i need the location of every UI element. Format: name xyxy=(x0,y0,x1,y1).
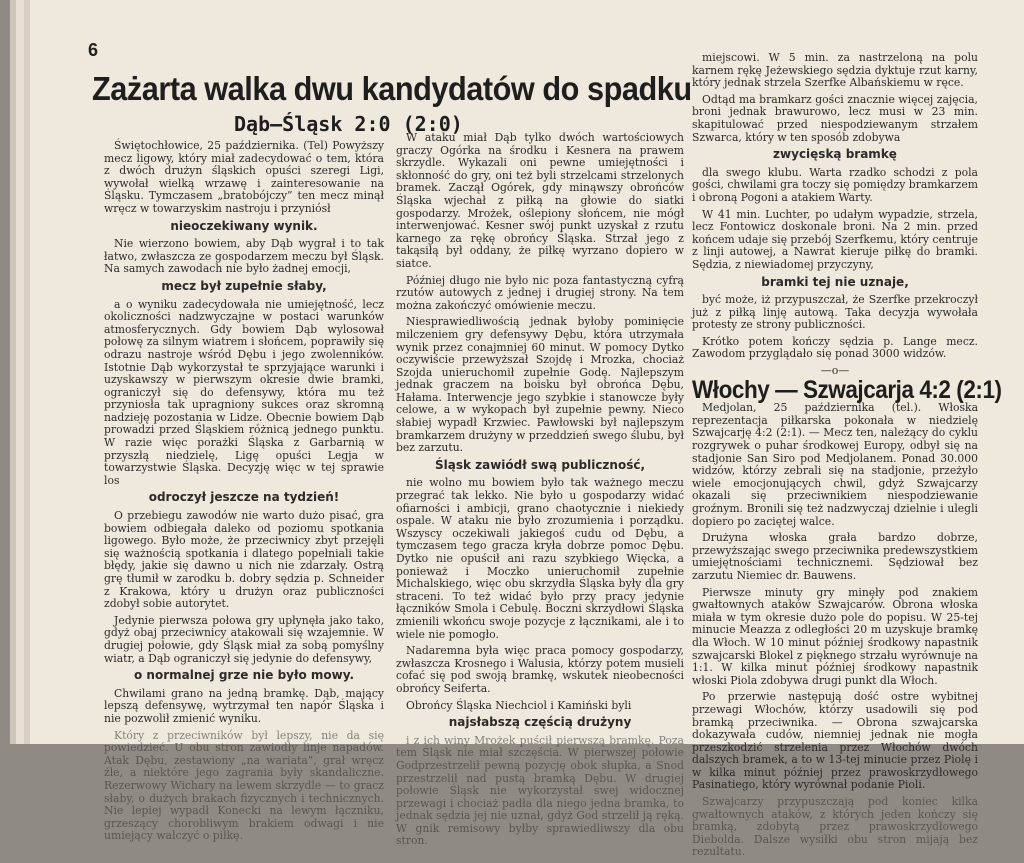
second-article-headline: Włochy — Szwajcarja 4:2 (2:1) xyxy=(692,375,1002,404)
paragraph: Później długo nie było nic poza fantastyczną cyfrą rzutów autowych z jednej i drugiej strony. Na tem można zakończyć omówienie meczu. xyxy=(396,273,684,312)
paragraph: a o wyniku zadecydowała nie umiejętność, lecz okoliczności nadzwyczajne w postaci warunków atmosferycznych. Gdy bowiem Dąb wylosował połowę za silnym wiatrem i słońcem, poprawiły się odrazu nastroje wśród Dębu i jego zwolenników. Istotnie Dąb wykorzystał te sprzyjające warunki i uzyskawszy w pierwszym okresie dwie bramki, ograniczył się do defensywy, która mu też przyniosła tak upragniony sukces oraz skromną nadzieję pozostania w Lidze. Obecnie bowiem Dąb prowadzi przed Śląskiem różnicą jednego punktu. W razie więc porażki Śląska z Garbarnią w przyszłą niedzielę, Ligę opuści Legja w towarzystwie Śląska. Decyzję więc w tej sprawie los xyxy=(104,297,384,487)
paragraph: Chwilami grano na jedną bramkę. Dąb, mający lepszą defensywę, wytrzymał ten napór Śląska i nie pozwolił zmienić wyniku. xyxy=(104,686,384,725)
subheading: zwycięską bramkę xyxy=(773,147,897,162)
paragraph: Pierwsze minuty gry minęły pod znakiem gwałtownych ataków Szwajcarów. Obrona włoska miała w tym okresie dużo pole do popisu. W 25-tej minucie Meazza z odległości 20 m uzyskuje bramkę dla Włoch. W 10 minut później środkowy napastnik szwajcarski Blokel z pięknego strzału wyrównuje na 1:1. W kilka minut później środkowy napastnik włoski Piola zdobywa drugi punkt dla Włoch. xyxy=(692,585,978,687)
match-score-subheadline: Dąb—Śląsk 2:0 (2:0) xyxy=(234,112,463,136)
paragraph: Po przerwie następują dość ostre wybitnej przewagi Włochów, którzy usadowili się pod bramką przeciwnika. — Obrona szwajcarska dokazywała cudów, niemniej jednak nie mogła przeszkodzić strzelenia przez Włochów dwóch dalszych bramek, a to w 13-tej minucie przez Piolę i w kilka minut później przez prawoskrzydłowego Pasinatiego, który wyrównał podanie Pioli. xyxy=(692,690,978,792)
paragraph: dla swego klubu. Warta rzadko schodzi z pola gości, chwilami gra toczy się pomiędzy bramkarzem i obroną Pogoni a atakiem Warty. xyxy=(692,165,978,204)
paragraph: być może, iż przypuszczał, że Szerfke przekroczył już z piłką linję autową. Taka decyzja wywołała protesty ze strony publiczności. xyxy=(692,293,978,332)
paragraph: Odtąd ma bramkarz gości znacznie więcej zajęcia, broni jednak brawurowo, lecz musi w 23 min. skapitulować przed niespodziewanym strzałem Szwarca, który w ten sposób zdobywa xyxy=(692,92,978,144)
subheading: o normalnej grze nie było mowy. xyxy=(134,668,354,683)
article-column-3 xyxy=(692,51,1002,863)
paragraph: W ataku miał Dąb tylko dwóch wartościowych graczy Ogórka na środku i Kesnera na prawem skrzydle. Wykazali oni pewne umiejętności i skłonność do gry, oni też byli strzelcami strzelonych bramek. Zaczął Ogórek, gdy minąwszy obrońców Śląska wjechał z piłką na głowie do siatki gospodarzy. Mrożek, oślepiony słońcem, nie mógł interwenjować. Kesner swój punkt uzyskał z rzutu karnego za rękę obrońcy Śląska. Strzał jego z takąsiłą był oddany, że piłkę wyrzano dopiero w siatce. xyxy=(396,131,684,270)
paragraph: nie wolno mu bowiem było tak ważnego meczu przegrać tak lekko. Nie było u gospodarzy widać ofiarności i ambicji, grano chaotycznie i niekiedy ospale. W ataku nie było zrozumienia i porządku. Wszyscy oczekiwali jakiegoś cudu od Dębu, a tymczasem tego gracza kryła dobrze pomoc Dębu. Dytko nie opuścił ani razu szybkiego Więcka, a ponieważ i Moczko unieruchomił zupełnie Michalskiego, więc obu skrzydła Śląska były dla gry straceni. To też widać było przy pracy jedynie łączników Smola i Cebulę. Boczni skrzydłowi Śląska zmienili wkońcu swoje pozycje z łącznikami, ale i to wiele nie pomogło. xyxy=(396,476,684,641)
paragraph: Krótko potem kończy sędzia p. Lange mecz. Zawodom przyglądało się ponad 3000 widzów. xyxy=(692,334,978,361)
subheading: mecz był zupełnie słaby, xyxy=(161,278,327,293)
subheading: najsłabszą częścią drużyny xyxy=(448,715,632,730)
paragraph: Niesprawiedliwością jednak byłoby pominięcie milczeniem gry defensywy Dębu, która utrzymała wynik przez conajmniej 60 minut. W pomocy Dytko oczywiście przewyższał Szojdę i Mrozka, chociaż Szojda unieruchomił zupełnie Godę. Najlepszym jednak graczem na boisku był obrońca Dębu, Hałama. Interwencje jego szybkie i stanowcze były celowe, a w wykopach był zupełnie pewny. Nieco słabiej wypadł Krzwiec. Pawłowski był najlepszym bramkarzem drużyny w przeddzień swego ślubu, był bez zarzutu. xyxy=(396,315,684,455)
subheading: nieoczekiwany wynik. xyxy=(170,218,318,233)
paragraph: Drużyna włoska grała bardzo dobrze, przewyższając swego przeciwnika predewszystkiem umiejętnościami technicznemi. Sędziował bez zarzutu Niemiec dr. Bauwens. xyxy=(692,531,978,582)
paragraph: i z ich winy Mrożek puścił pierwszą bramkę. Poza tem Śląsk nie miał szczęścia. W pierwszej połowie Godprzestrzelił pewną pozycję obok słupka, a Snod przestrzelił nad pustą bramką Dębu. W drugiej połowie Śląsk nie wykorzystał swej widocznej przewagi i chociaż padła dla niego jedna bramka, to jednak sędzia jej nie uznał, gdyż God strzelił ją ręką. W gnik remisowy byłby sprawiedliwszy dla obu stron. xyxy=(396,733,684,848)
paragraph: Nie wierzono bowiem, aby Dąb wygrał i to tak łatwo, zwłaszcza ze gospodarzem meczu był Śląsk. Na samych zawodach nie było żadnej emocji, xyxy=(104,237,384,276)
paragraph: Nadaremna była więc praca pomocy gospodarzy, zwłaszcza Krosnego i Walusia, którzy potem musieli cofać się pod swoją bramkę, wskutek nieobecności obrońcy Seiferta. xyxy=(396,644,684,695)
subheading: Śląsk zawiódł swą publiczność, xyxy=(434,457,646,472)
section-divider: —o— xyxy=(820,364,850,378)
article-column-1 xyxy=(104,140,384,847)
subheading: bramki tej nie uznaje, xyxy=(761,274,909,289)
article-column-2 xyxy=(396,132,684,852)
paragraph: Medjolan, 25 października (tel.). Włoska reprezentacja piłkarska pokonała w niedzielę Szwajcarję 4:2 (2:1). — Mecz ten, należący do cyklu rozgrywek o puhar środkowej Europy, odbył się na stadjonie San Siro pod Medjolanem. Ponad 30.000 widzów, którzy zebrali się na stadjonie, przeżyło wiele emocjonujących chwil, gdyż Szwajcarzy okazali się przeciwnikiem niespodziewanie groźnym. Bronili się też nadzwyczaj dzielnie i ulegli dopiero po zaciętej walce. xyxy=(692,401,978,528)
paragraph: Szwajcarzy przypuszczają pod koniec kilka gwałtownych ataków, z których jeden kończy się bramką, zdobytą przez prawoskrzydłowego Diebolda. Dalsze wysiłki obu stron mijają bez rezultatu. xyxy=(692,795,978,859)
paragraph: Który z przeciwników był lepszy, nie da się powiedzieć. U obu stron zawiodły linje napadów. Atak Dębu, zestawiony „na wariata”, grał wręcz źle, a niektóre jego zagrania były skandaliczne. Rezerwowy Wichary na lewem skrzydle — to gracz słaby, o dużych brakach fizycznych i technicznych. Nie lepiej wypadł Konecki na lewym łączniku, grzeszący chorobliwym brakiem odwagi i nie umiejący walczyć o piłkę. xyxy=(104,728,384,843)
subheading: odroczył jeszcze na tydzień! xyxy=(148,490,340,505)
main-headline: Zażarta walka dwu kandydatów do spadku xyxy=(92,70,692,107)
paragraph: W 41 min. Luchter, po udałym wypadzie, strzela, lecz Fontowicz doskonale broni. Na 2 min. przed końcem udaje się przebój Szerfkemu, który centruje z linji autowej, a Nawrat kieruje piłkę do bramki. Sędzia, z niewiadomej przyczyny, xyxy=(692,207,979,271)
paragraph: Obrońcy Śląska Niechciol i Kamiński byli xyxy=(406,698,632,712)
page-number: 6 xyxy=(88,40,99,60)
paragraph: Jedynie pierwsza połowa gry upłynęła jako tako, gdyż obaj przeciwnicy atakowali się wzajemnie. W drugiej połowie, gdy Śląsk miał za sobą pomyślny wiatr, a Dąb ograniczył się jedynie do defensywy, xyxy=(104,613,384,665)
paragraph: miejscowi. W 5 min. za nastrzeloną na polu karnem rękę Jeżewskiego sędzia dyktuje rzut karny, który jednak strzela Szerfke Albańskiemu w ręce. xyxy=(692,51,978,90)
paragraph: Świętochłowice, 25 października. (Tel) Powyższy mecz ligowy, który miał zadecydować o tem, która z dwóch drużyn śląskich opuści szeregi Ligi, wywołał wielką wrzawę i zainteresowanie na Śląsku. Tymczasem „bratobójczy” ten mecz minął wręcz w towarzyskim nastroju i przyniósł xyxy=(104,139,384,215)
paragraph: O przebiegu zawodów nie warto dużo pisać, gra bowiem odbiegała daleko od poziomu spotkania ligowego. Było może, że przeciwnicy zbyt przejęli się ważnością spotkania i dlatego popełniali takie błędy, jakie się dawno u nich nie zdarzały. Ostrą grę tłumił w zarodku b. dobry sędzia p. Schneider z Krakowa, który u drużyn oraz publiczności zdobył sobie autorytet. xyxy=(104,509,384,611)
